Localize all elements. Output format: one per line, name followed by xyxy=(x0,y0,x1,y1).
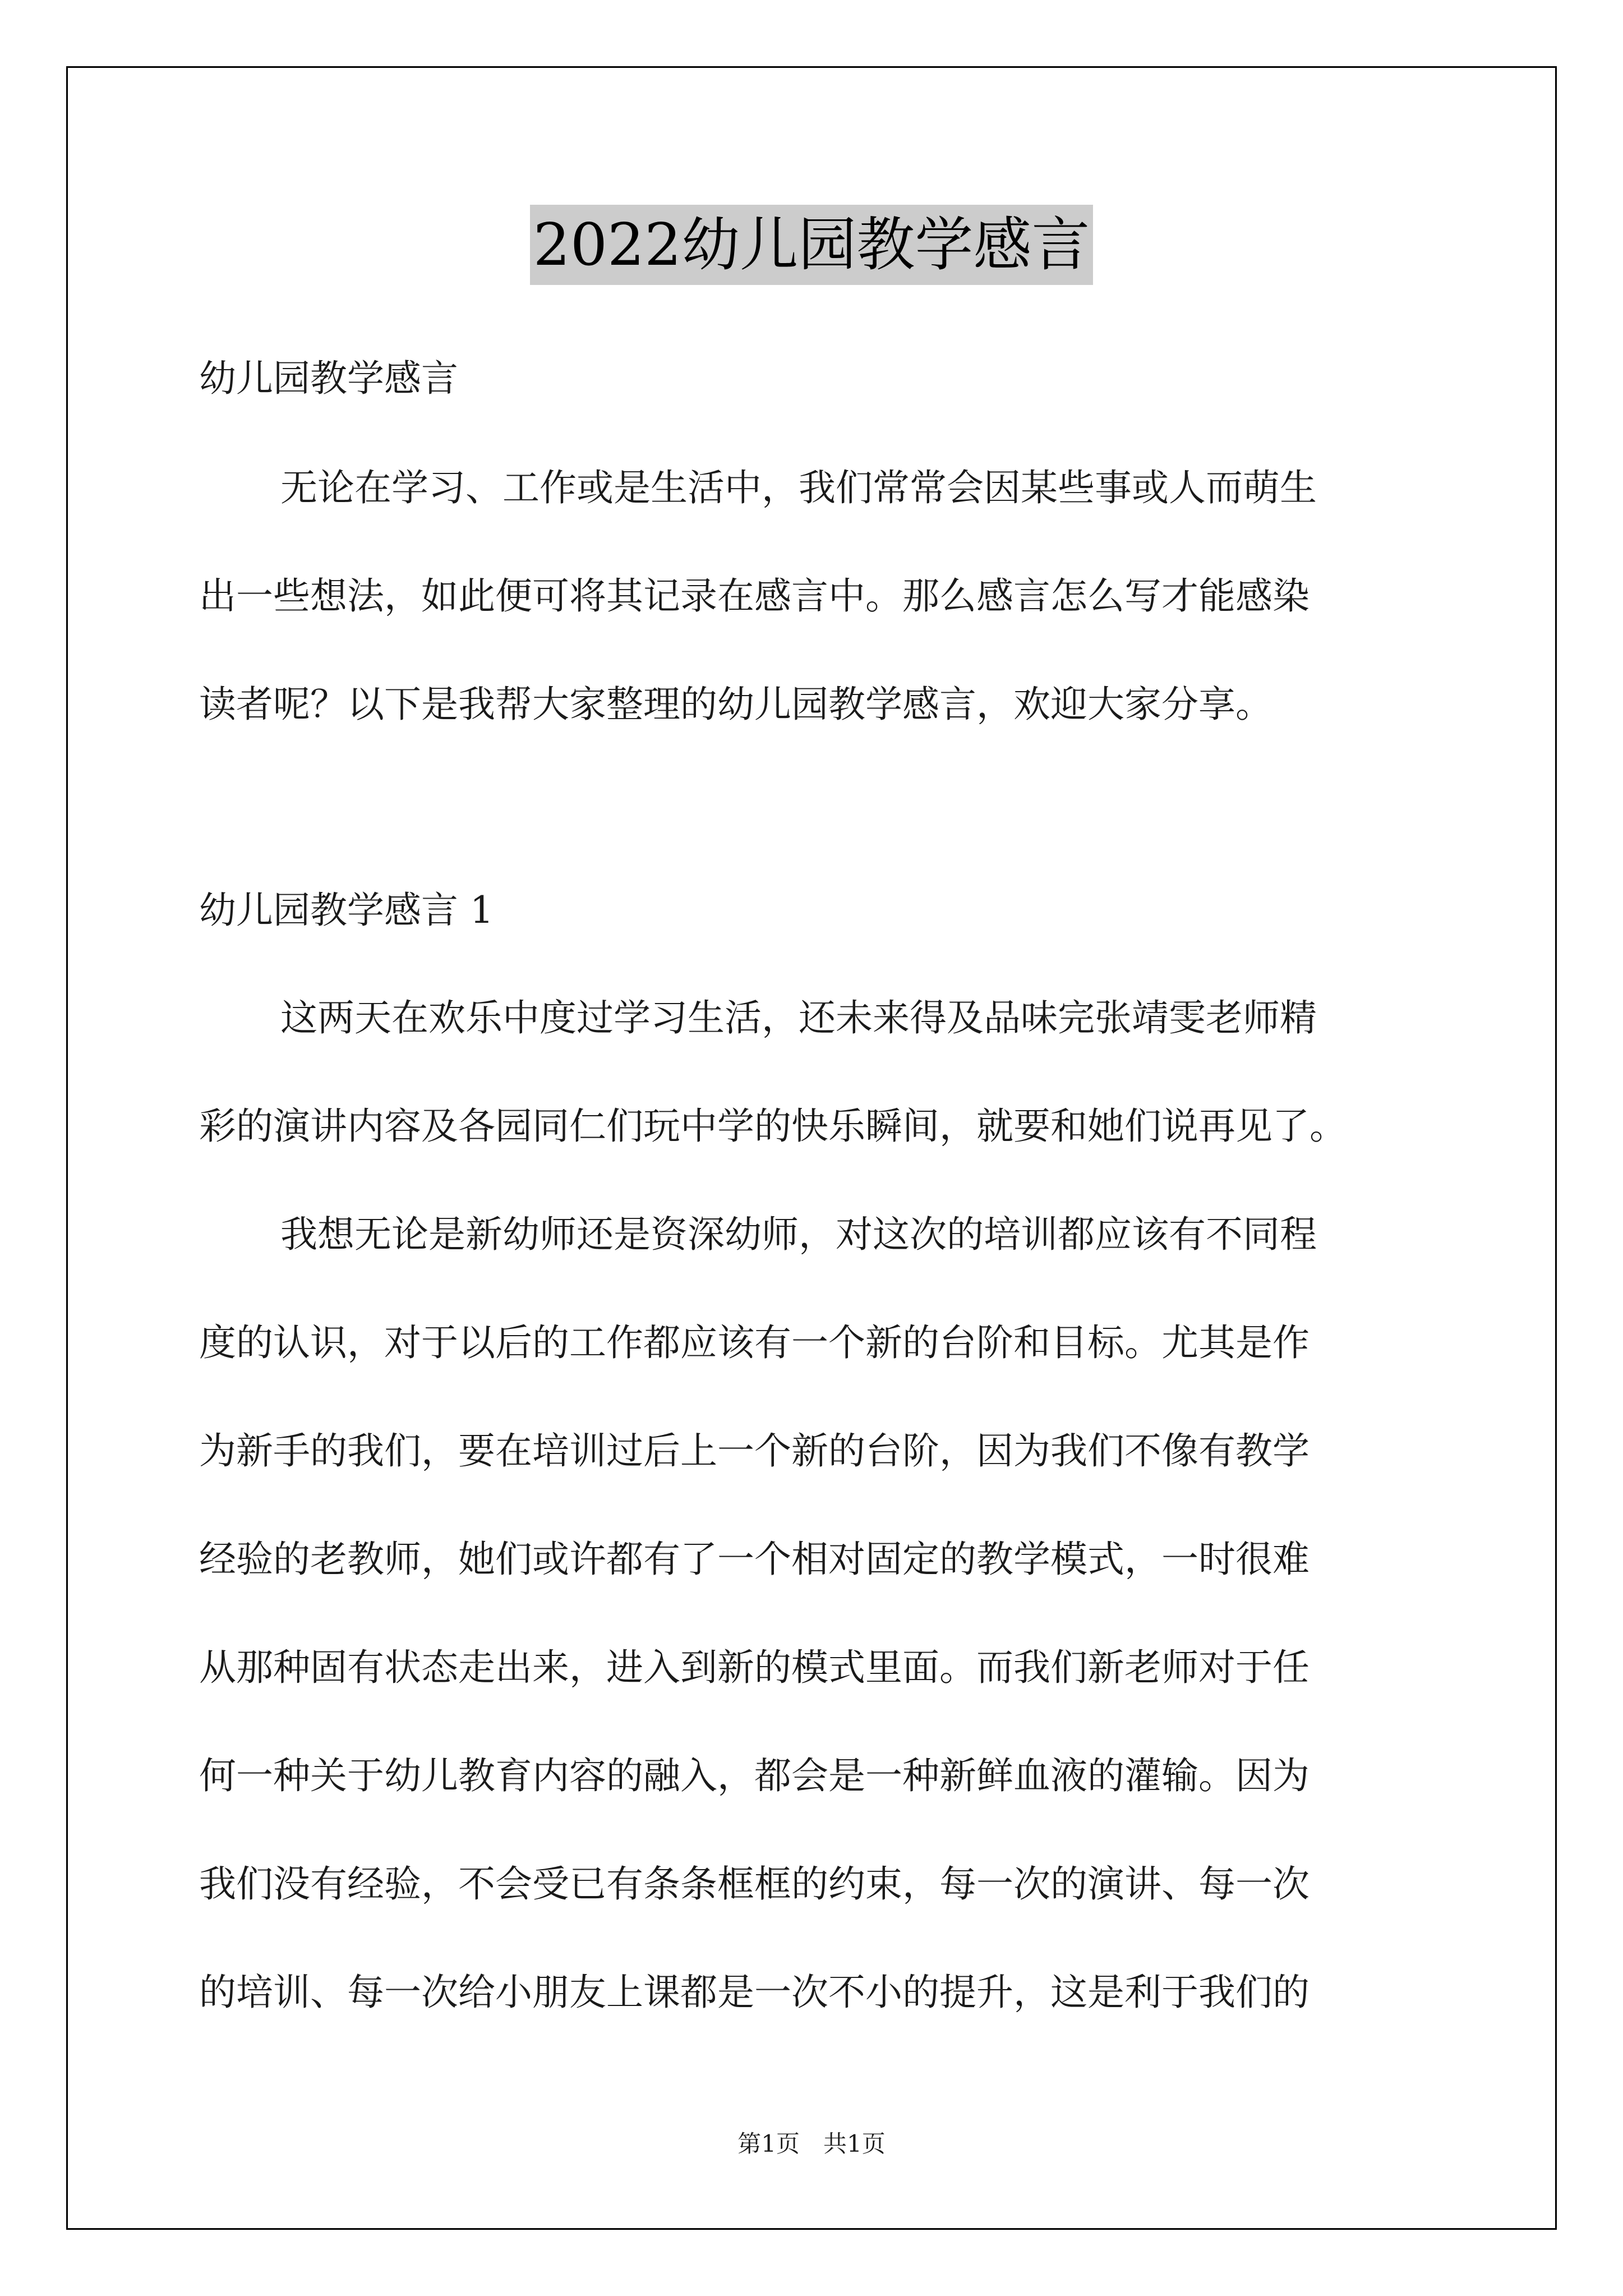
section-heading: 幼儿园教学感言 xyxy=(199,357,458,400)
paragraph-line: 从那种固有状态走出来，进入到新的模式里面。而我们新老师对于任 xyxy=(199,1646,1310,1689)
paragraph-line: 无论在学习、工作或是生活中，我们常常会因某些事或人而萌生 xyxy=(280,466,1317,509)
section-heading: 幼儿园教学感言 1 xyxy=(199,889,494,932)
paragraph-line: 读者呢？以下是我帮大家整理的幼儿园教学感言，欢迎大家分享。 xyxy=(199,683,1272,726)
document-title: 2022幼儿园教学感言 xyxy=(530,205,1094,285)
paragraph-line: 彩的演讲内容及各园同仁们玩中学的快乐瞬间，就要和她们说再见了。 xyxy=(199,1105,1347,1148)
paragraph-line: 我们没有经验，不会受已有条条框框的约束，每一次的演讲、每一次 xyxy=(199,1862,1310,1906)
title-container xyxy=(0,205,1623,285)
paragraph-line: 经验的老教师，她们或许都有了一个相对固定的教学模式，一时很难 xyxy=(199,1538,1310,1581)
paragraph-line: 何一种关于幼儿教育内容的融入，都会是一种新鲜血液的灌输。因为 xyxy=(199,1754,1310,1797)
paragraph-line: 我想无论是新幼师还是资深幼师，对这次的培训都应该有不同程 xyxy=(280,1213,1317,1256)
paragraph-line: 这两天在欢乐中度过学习生活，还未来得及品味完张靖雯老师精 xyxy=(280,996,1317,1039)
paragraph-line: 度的认识，对于以后的工作都应该有一个新的台阶和目标。尤其是作 xyxy=(199,1321,1310,1364)
paragraph-line: 的培训、每一次给小朋友上课都是一次不小的提升，这是利于我们的 xyxy=(199,1971,1310,2014)
page-footer: 第1页 共1页 xyxy=(737,2130,886,2157)
paragraph-line: 出一些想法，如此便可将其记录在感言中。那么感言怎么写才能感染 xyxy=(199,574,1310,618)
paragraph-line: 为新手的我们，要在培训过后上一个新的台阶，因为我们不像有教学 xyxy=(199,1429,1310,1473)
